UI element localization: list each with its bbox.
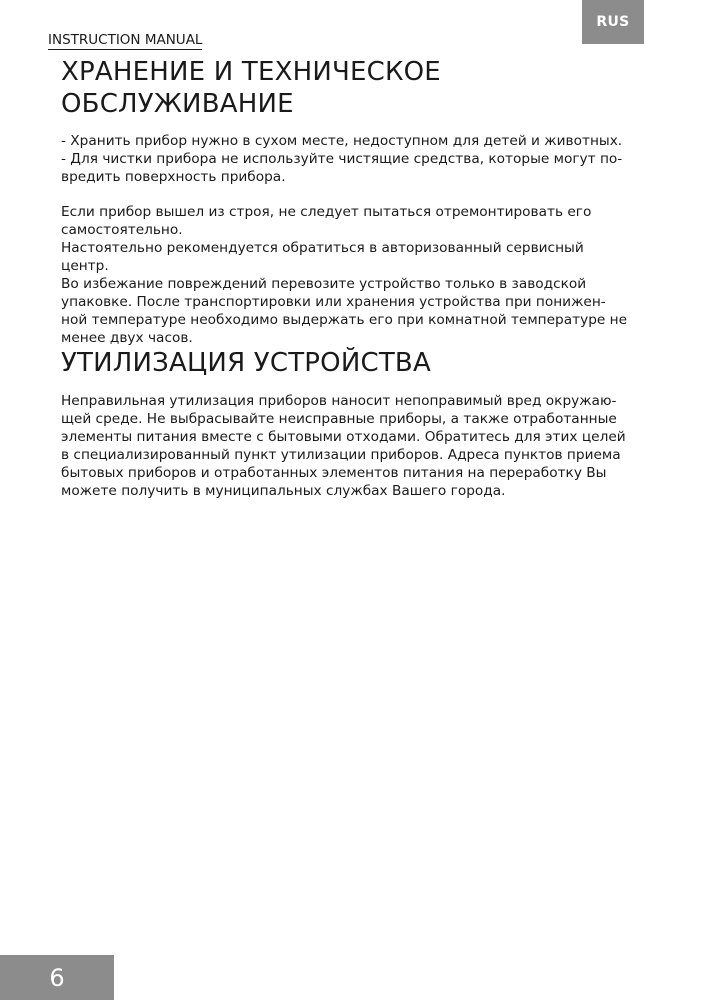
section-title-disposal xyxy=(61,347,651,379)
text-line: можете получить в муниципальных службах Вашего города. xyxy=(61,483,506,499)
disposal-instructions xyxy=(61,392,651,500)
text-line: Неправильная утилизация приборов наносит непоправимый вред окружаю- xyxy=(61,393,617,409)
manual-header-label: INSTRUCTION MANUAL xyxy=(48,32,203,48)
text-line: центр. xyxy=(61,258,109,274)
text-line: щей среде. Не выбрасывайте неисправные приборы, а также отработанные xyxy=(61,411,617,427)
text-line: бытовых приборов и отработанных элементов питания на переработку Вы xyxy=(61,465,607,481)
text-line: Если прибор вышел из строя, не следует пытаться отремонтировать его xyxy=(61,204,592,220)
title-line: УТИЛИЗАЦИЯ УСТРОЙСТВА xyxy=(61,348,431,378)
text-line: Во избежание повреждений перевозите устройство только в заводской xyxy=(61,276,587,292)
page-number: 6 xyxy=(0,955,114,1000)
text-line: - Для чистки прибора не используйте чистящие средства, которые могут по- xyxy=(61,151,623,167)
language-tab: RUS xyxy=(582,0,644,44)
text-line: вредить поверхность прибора. xyxy=(61,169,286,185)
text-line: - Хранить прибор нужно в сухом месте, недоступном для детей и животных. xyxy=(61,133,623,149)
section-title-storage xyxy=(61,56,651,120)
text-line: ной температуре необходимо выдержать его при комнатной температуре не xyxy=(61,312,628,328)
text-line: менее двух часов. xyxy=(61,330,193,346)
page-content xyxy=(61,56,651,500)
text-line: Настоятельно рекомендуется обратиться в авторизованный сервисный xyxy=(61,240,584,256)
repair-and-transport-notes xyxy=(61,203,651,347)
text-line: элементы питания вместе с бытовыми отходами. Обратитесь для этих целей xyxy=(61,429,626,445)
title-line: ОБСЛУЖИВАНИЕ xyxy=(61,89,294,119)
title-line: ХРАНЕНИЕ И ТЕХНИЧЕСКОЕ xyxy=(61,57,441,87)
text-line: в специализированный пункт утилизации приборов. Адреса пунктов приема xyxy=(61,447,621,463)
storage-instructions xyxy=(61,132,651,186)
text-line: самостоятельно. xyxy=(61,222,183,238)
text-line: упаковке. После транспортировки или хранения устройства при понижен- xyxy=(61,294,606,310)
